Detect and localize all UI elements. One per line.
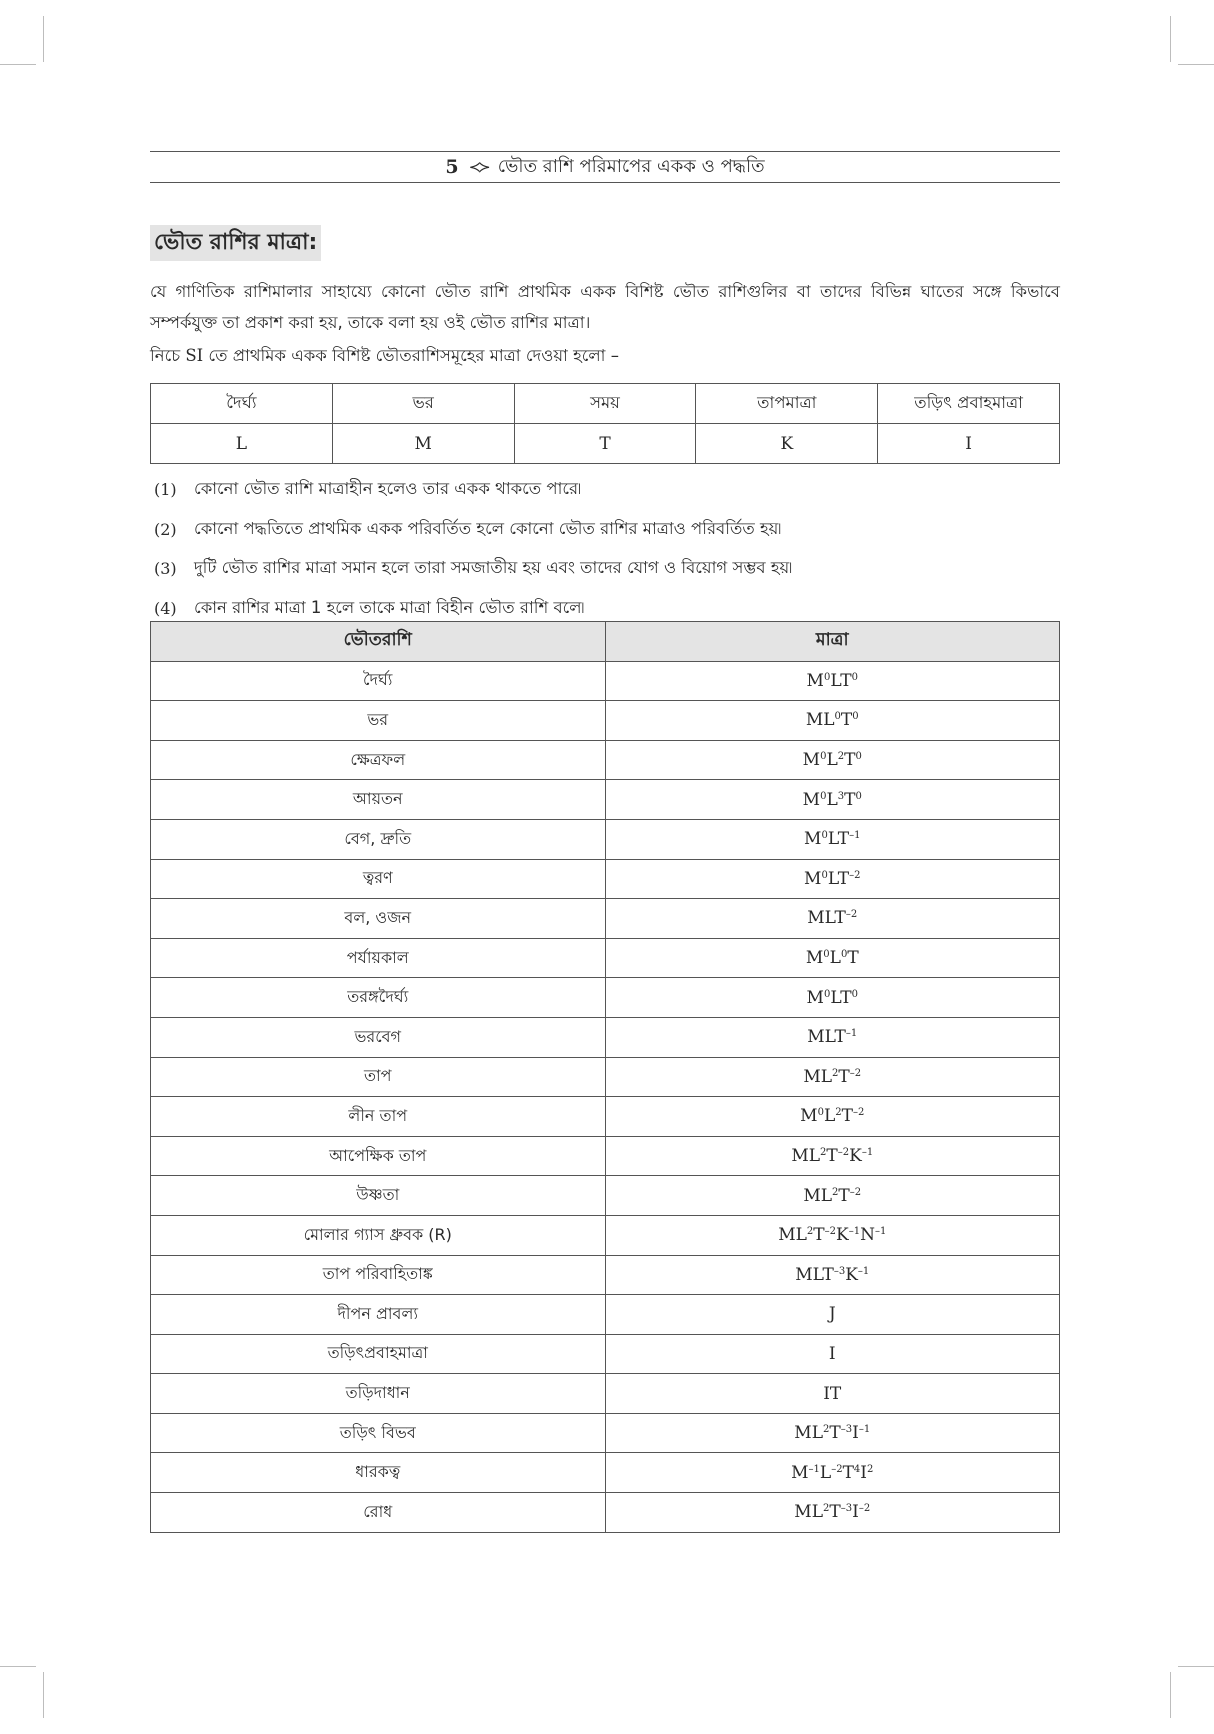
dimension-exponent: 2 xyxy=(835,1107,842,1119)
crop-mark xyxy=(0,1666,36,1667)
dimension-formula-cell xyxy=(605,1295,1060,1335)
table-row xyxy=(151,1017,1060,1057)
dimension-exponent: 0 xyxy=(820,751,827,763)
column-header: মাত্রা xyxy=(605,622,1060,662)
note-text: কোনো পদ্ধতিতে প্রাথমিক একক পরিবর্তিত হলে কোনো ভৌত রাশির মাত্রাও পরিবর্তিত হয়৷ xyxy=(194,518,782,538)
crop-mark xyxy=(1178,1666,1214,1667)
dimension-exponent: 0 xyxy=(821,830,828,842)
dimension-base: L xyxy=(829,948,841,969)
dimension-formula-cell xyxy=(605,1334,1060,1374)
table-row xyxy=(151,819,1060,859)
dimension-base: IT xyxy=(823,1383,842,1404)
dimension-base: T xyxy=(844,789,856,810)
table-row xyxy=(151,1334,1060,1374)
dimension-base: T xyxy=(847,948,859,969)
dimension-base: T xyxy=(841,1106,853,1127)
quantity-name-cell: তরঙ্গদৈর্ঘ্য xyxy=(151,978,606,1018)
symbol-cell: M xyxy=(332,424,514,464)
crop-mark xyxy=(43,1672,44,1718)
table-row xyxy=(151,1374,1060,1414)
table-row xyxy=(151,899,1060,939)
dimension-exponent: 2 xyxy=(867,1463,874,1475)
dimension-exponent: 2 xyxy=(823,1424,830,1436)
quantity-name-cell: ক্ষেত্রফল xyxy=(151,740,606,780)
dimension-base: T xyxy=(813,1225,825,1246)
dimension-base: M xyxy=(791,1462,809,1483)
dimension-base: I xyxy=(828,1343,836,1364)
section-title: ভৌত রাশির মাত্রা: xyxy=(150,225,321,261)
quantity-name-cell: ত্বরণ xyxy=(151,859,606,899)
dimension-base: K xyxy=(835,1225,849,1246)
symbol-cell: I xyxy=(878,424,1060,464)
quantity-name-cell: দীপন প্রাবল্য xyxy=(151,1295,606,1335)
quantity-name-cell: তড়িৎপ্রবাহমাত্রা xyxy=(151,1334,606,1374)
dimension-exponent: 0 xyxy=(823,671,831,683)
dimension-exponent: 2 xyxy=(823,1503,830,1515)
quantity-name-cell: বেগ, দ্রুতি xyxy=(151,819,606,859)
table-row xyxy=(151,1215,1060,1255)
dimension-base: M xyxy=(806,670,824,691)
dimension-exponent: 0 xyxy=(855,751,862,763)
note-text: কোনো ভৌত রাশি মাত্রাহীন হলেও তার একক থাকতে পারে৷ xyxy=(194,479,581,499)
dimension-exponent: –1 xyxy=(857,1265,870,1277)
base-quantities-table xyxy=(150,383,1060,464)
dimension-base: MLT xyxy=(807,1027,846,1048)
dimension-base: M xyxy=(802,789,821,810)
dimension-base: L xyxy=(823,1106,836,1127)
dimension-base: T xyxy=(829,1502,841,1523)
quantity-name-cell: উষ্ণতা xyxy=(151,1176,606,1216)
dimension-formula-cell xyxy=(605,1097,1060,1137)
table-row xyxy=(151,661,1060,701)
notes-list xyxy=(154,470,1054,628)
dimension-base: K xyxy=(845,1264,858,1285)
dimension-base: M xyxy=(800,1106,818,1127)
intro-line xyxy=(150,343,1060,369)
dimension-base: J xyxy=(828,1304,836,1325)
dimension-exponent: –1 xyxy=(845,1028,858,1040)
dimension-base: T xyxy=(829,1423,841,1444)
dimension-exponent: 2 xyxy=(837,751,845,763)
dimension-exponent: –2 xyxy=(837,1147,850,1159)
crop-mark xyxy=(1178,64,1214,65)
quantity-name-cell: ভরবেগ xyxy=(151,1017,606,1057)
dimension-formula-cell xyxy=(605,1374,1060,1414)
definition-paragraph: যে গাণিতিক রাশিমালার সাহায্যে কোনো ভৌত রাশি প্রাথমিক একক বিশিষ্ট ভৌত রাশিগুলির বা তাদের বিভিন্ন ঘাতের সঙ্গে কিভাবে সম্পর্কযুক্ত তা প্রকাশ করা হয়, তাকে বলা হয় ওই ভৌত রাশির মাত্রা। xyxy=(150,282,1060,332)
list-item xyxy=(154,510,1054,550)
dimension-base: MLT xyxy=(807,908,846,929)
dimension-exponent: –2 xyxy=(849,869,861,881)
dimension-exponent: 2 xyxy=(832,1067,839,1079)
table-row xyxy=(151,859,1060,899)
ornament-icon: ≺≻ xyxy=(468,158,488,176)
dimension-base: T xyxy=(842,1462,854,1483)
symbol-cell: K xyxy=(696,424,878,464)
dimension-base: LT xyxy=(830,987,852,1008)
dimension-formula-cell xyxy=(605,1017,1060,1057)
dimension-formula-cell xyxy=(605,740,1060,780)
dimension-base: LT xyxy=(827,829,850,850)
table-header-row xyxy=(151,622,1060,662)
quantity-name-cell: তাপ পরিবাহিতাঙ্ক xyxy=(151,1255,606,1295)
list-item xyxy=(154,470,1054,510)
dimension-base: M xyxy=(804,829,822,850)
dimension-formula-cell xyxy=(605,1176,1060,1216)
symbol-cell: L xyxy=(151,424,333,464)
column-header: ভৌতরাশি xyxy=(151,622,606,662)
dimension-base: T xyxy=(838,1066,850,1087)
dimension-exponent: –2 xyxy=(858,1503,871,1515)
dimension-exponent: 0 xyxy=(851,988,858,1000)
dimension-formula-cell xyxy=(605,899,1060,939)
dimension-base: ML xyxy=(778,1225,807,1246)
quantity-name-cell: রোধ xyxy=(151,1493,606,1533)
dimension-base: N xyxy=(860,1225,875,1246)
dimension-exponent: –1 xyxy=(858,1424,871,1436)
table-row xyxy=(151,780,1060,820)
quantity-name-cell: আয়তন xyxy=(151,780,606,820)
dimension-base: M xyxy=(804,868,822,889)
dimension-base: ML xyxy=(794,1423,823,1444)
table-row xyxy=(151,701,1060,741)
quantity-name-cell: ভর xyxy=(151,701,606,741)
dimension-exponent: –2 xyxy=(852,1107,865,1119)
quantity-name-cell: লীন তাপ xyxy=(151,1097,606,1137)
dimension-base: T xyxy=(826,1146,838,1167)
dimension-exponent: 0 xyxy=(834,711,841,723)
quantity-name-cell: ধারকত্ব xyxy=(151,1453,606,1493)
dimension-base: ML xyxy=(805,710,835,731)
dimension-base: M xyxy=(805,948,824,969)
dimension-exponent: –1 xyxy=(808,1463,820,1475)
dimension-exponent: 0 xyxy=(840,949,848,961)
note-number: (4) xyxy=(154,598,177,618)
dimension-formula-cell xyxy=(605,1453,1060,1493)
dimension-formula-cell xyxy=(605,1413,1060,1453)
dimension-exponent: –1 xyxy=(848,1226,861,1238)
table-row xyxy=(151,740,1060,780)
dimension-base: I xyxy=(852,1502,859,1523)
dimension-exponent: 0 xyxy=(821,869,828,881)
dimension-formula-cell xyxy=(605,661,1060,701)
dimension-base: ML xyxy=(803,1066,833,1087)
intro-text: নিচে xyxy=(150,346,186,365)
dimension-exponent: 0 xyxy=(817,1107,824,1119)
crop-mark xyxy=(1170,1672,1171,1718)
intro-text: তে প্রাথমিক একক বিশিষ্ট ভৌতরাশিসমূহের মাত্রা দেওয়া হলো – xyxy=(203,346,619,365)
note-text: কোন রাশির মাত্রা 1 হলে তাকে মাত্রা বিহীন ভৌত রাশি বলে৷ xyxy=(194,597,585,617)
dimension-exponent: –3 xyxy=(840,1503,853,1515)
dimension-exponent: 3 xyxy=(837,790,845,802)
table-row xyxy=(151,938,1060,978)
table-row xyxy=(151,1136,1060,1176)
dimension-exponent: –2 xyxy=(849,1186,862,1198)
quantity-name-cell: বল, ওজন xyxy=(151,899,606,939)
dimension-base: ML xyxy=(794,1502,823,1523)
dimension-formula-cell xyxy=(605,1215,1060,1255)
dimension-exponent: 2 xyxy=(832,1186,839,1198)
dimension-base: ML xyxy=(803,1185,833,1206)
note-number: (1) xyxy=(154,480,177,500)
quantity-name-cell: আপেক্ষিক তাপ xyxy=(151,1136,606,1176)
dimension-exponent: 4 xyxy=(853,1463,861,1475)
note-number: (2) xyxy=(154,519,177,539)
dimension-exponent: –1 xyxy=(849,830,861,842)
dimension-formula-cell xyxy=(605,938,1060,978)
table-row xyxy=(151,978,1060,1018)
table-row xyxy=(151,384,1060,424)
dimension-formula-cell xyxy=(605,1493,1060,1533)
dimension-formula-cell xyxy=(605,1255,1060,1295)
dimension-exponent: –3 xyxy=(833,1265,846,1277)
dimension-formula-cell xyxy=(605,1136,1060,1176)
dimension-formula-cell xyxy=(605,1057,1060,1097)
crop-mark xyxy=(1170,16,1171,62)
quantity-name-cell: দৈর্ঘ্য xyxy=(151,661,606,701)
dimension-exponent: 2 xyxy=(806,1226,814,1238)
quantity-cell: তাপমাত্রা xyxy=(696,384,878,424)
quantity-cell: সময় xyxy=(514,384,696,424)
table-row xyxy=(151,1176,1060,1216)
note-text: দুটি ভৌত রাশির মাত্রা সমান হলে তারা সমজাতীয় হয় এবং তাদের যোগ ও বিয়োগ সম্ভব হয়৷ xyxy=(194,558,793,578)
dimension-base: T xyxy=(838,1185,850,1206)
dimension-base: T xyxy=(844,750,856,771)
dimension-exponent: –2 xyxy=(845,909,858,921)
quantity-cell: দৈর্ঘ্য xyxy=(151,384,333,424)
dimension-exponent: –2 xyxy=(849,1067,862,1079)
dimension-exponent: 0 xyxy=(820,790,827,802)
quantity-cell: ভর xyxy=(332,384,514,424)
dimension-base: I xyxy=(860,1462,868,1483)
dimension-base: M xyxy=(802,750,821,771)
dimension-base: L xyxy=(819,1462,832,1483)
symbol-cell: T xyxy=(514,424,696,464)
dimension-exponent: –1 xyxy=(861,1147,874,1159)
dimension-exponent: –3 xyxy=(840,1424,853,1436)
table-row xyxy=(151,1493,1060,1533)
dimension-formula-cell xyxy=(605,780,1060,820)
dimension-base: M xyxy=(806,987,824,1008)
dimension-base: T xyxy=(840,710,853,731)
quantity-name-cell: পর্যায়কাল xyxy=(151,938,606,978)
quantity-name-cell: তাপ xyxy=(151,1057,606,1097)
table-row xyxy=(151,1295,1060,1335)
table-row xyxy=(151,1413,1060,1453)
dimension-formula-cell xyxy=(605,859,1060,899)
quantity-cell: তড়িৎ প্রবাহমাত্রা xyxy=(878,384,1060,424)
dimension-base: MLT xyxy=(795,1264,834,1285)
dimension-formula-cell xyxy=(605,978,1060,1018)
chapter-title: ভৌত রাশি পরিমাপের একক ও পদ্ধতি xyxy=(497,155,765,177)
table-row xyxy=(151,1255,1060,1295)
dimension-base: L xyxy=(826,789,838,810)
dimension-exponent: –2 xyxy=(831,1463,843,1475)
note-number: (3) xyxy=(154,559,177,579)
dimension-formula-cell xyxy=(605,701,1060,741)
dimension-base: LT xyxy=(827,868,850,889)
dimension-base: I xyxy=(852,1423,859,1444)
running-header xyxy=(150,151,1060,183)
crop-mark xyxy=(0,64,36,65)
dimension-exponent: –2 xyxy=(824,1226,836,1238)
dimension-base: ML xyxy=(791,1146,821,1167)
page-number: 5 xyxy=(445,156,459,178)
quantity-name-cell: তড়িৎ বিভব xyxy=(151,1413,606,1453)
dimension-base: K xyxy=(849,1146,862,1167)
dimension-exponent: 0 xyxy=(851,671,858,683)
crop-mark xyxy=(43,16,44,62)
table-row xyxy=(151,1057,1060,1097)
table-row xyxy=(151,424,1060,464)
table-row xyxy=(151,1453,1060,1493)
dimension-exponent: 0 xyxy=(823,949,830,961)
dimension-exponent: 0 xyxy=(855,790,862,802)
quantity-name-cell: মোলার গ্যাস ধ্রুবক (R) xyxy=(151,1215,606,1255)
list-item xyxy=(154,549,1054,589)
dimension-base: L xyxy=(826,750,838,771)
dimension-exponent: 0 xyxy=(852,711,859,723)
dimensions-table xyxy=(150,621,1060,1533)
dimension-base: LT xyxy=(830,670,852,691)
dimension-exponent: 2 xyxy=(820,1147,827,1159)
dimension-formula-cell xyxy=(605,819,1060,859)
dimension-exponent: –1 xyxy=(874,1226,887,1238)
quantity-name-cell: তড়িদাধান xyxy=(151,1374,606,1414)
table-row xyxy=(151,1097,1060,1137)
dimension-exponent: 0 xyxy=(823,988,831,1000)
si-abbreviation: SI xyxy=(185,346,204,365)
